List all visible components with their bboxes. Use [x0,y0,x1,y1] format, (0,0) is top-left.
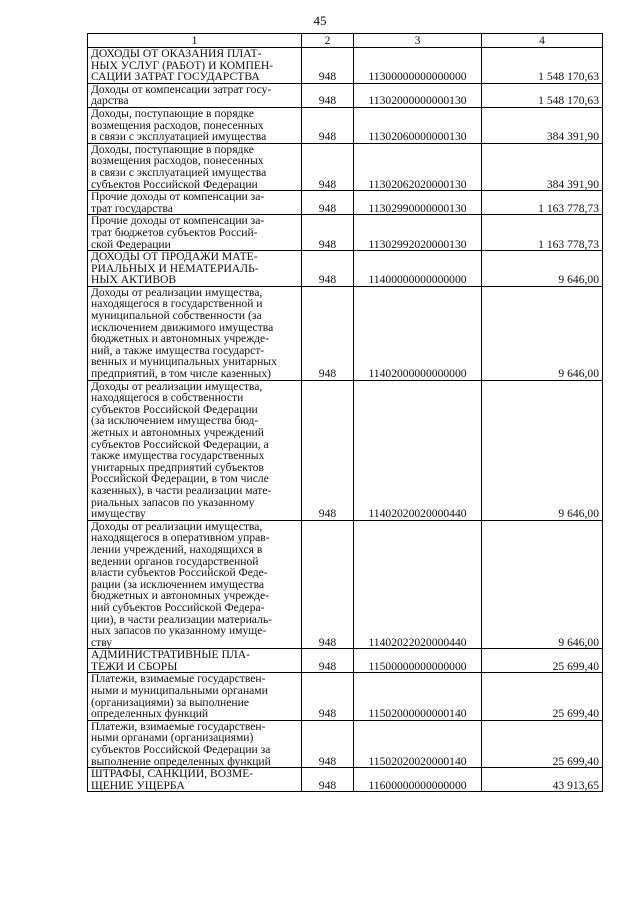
row-amount-cell: 1 548 170,63 [482,83,603,107]
table-row [88,673,603,720]
row-budget-code-cell: 11402000000000000 [354,286,482,380]
table-row [88,720,603,767]
row-amount-cell: 9 646,00 [482,520,603,649]
row-amount-cell: 384 391,90 [482,143,603,190]
row-amount-cell: 9 646,00 [482,286,603,380]
table-row [88,520,603,649]
row-budget-code-cell: 11302060000000130 [354,107,482,143]
row-name-cell: Доходы от реализации имущества, находящегося в оперативном управ- лении учреждений, находящихся в ведении органов государственной власти субъектов Российской Феде- рации (за исключением имущества бюджетных и автономных учрежде- ний субъектов Российской Федера- ции), в части реализации материаль- ных запасов по указанному имуще- ству [88,520,302,649]
row-name-cell: Прочие доходы от компенсации за- трат бюджетов субъектов Россий- ской Федерации [88,215,302,251]
row-amount-cell: 25 699,40 [482,649,603,673]
row-admin-code-cell: 948 [302,215,354,251]
row-name-cell: ДОХОДЫ ОТ ПРОДАЖИ МАТЕ- РИАЛЬНЫХ И НЕМАТЕРИАЛЬ- НЫХ АКТИВОВ [88,251,302,287]
row-name-cell: Доходы от компенсации затрат госу- дарства [88,83,302,107]
row-name-cell: Платежи, взимаемые государствен- ными органами (организациями) субъектов Российской Федерации за выполнение определенных функций [88,720,302,767]
row-admin-code-cell: 948 [302,143,354,190]
row-amount-cell: 384 391,90 [482,107,603,143]
row-budget-code-cell: 11600000000000000 [354,768,482,792]
row-admin-code-cell: 948 [302,720,354,767]
row-name-cell: Доходы от реализации имущества, находящегося в государственной и муниципальной собственности (за исключением движимого имущества бюджетных и автономных учрежде- ний, а также имущества государст- венных и муниципальных унитарных предприятий, в том числе казенных) [88,286,302,380]
table-row [88,107,603,143]
page-number: 45 [313,13,327,28]
row-budget-code-cell: 11302990000000130 [354,191,482,215]
row-budget-code-cell: 11302992020000130 [354,215,482,251]
row-admin-code-cell: 948 [302,520,354,649]
table-row [88,768,603,792]
table-row [88,251,603,287]
header-col-4: 4 [482,34,603,48]
row-amount-cell: 1 163 778,73 [482,215,603,251]
row-budget-code-cell: 11502000000000140 [354,673,482,720]
row-admin-code-cell: 948 [302,768,354,792]
table-row [88,83,603,107]
row-name-cell: Доходы, поступающие в порядке возмещения расходов, понесенных в связи с эксплуатацией имущества [88,107,302,143]
row-admin-code-cell: 948 [302,649,354,673]
row-amount-cell: 43 913,65 [482,768,603,792]
row-budget-code-cell: 11300000000000000 [354,48,482,84]
table-row [88,649,603,673]
row-name-cell: Доходы от реализации имущества, находящегося в собственности субъектов Российской Федерации (за исключением имущества бюд- жетных и автономных учреждений субъектов Российской Федерации, а также имущества государственных унитарных предприятий субъектов Российской Федерации, в том числе казенных), в части реализации мате- риальных запасов по указанному имуществу [88,380,302,520]
row-admin-code-cell: 948 [302,286,354,380]
row-name-cell: Платежи, взимаемые государствен- ными и муниципальными органами (организациями) за выполнение определенных функций [88,673,302,720]
row-name-cell: ШТРАФЫ, САНКЦИИ, ВОЗМЕ- ЩЕНИЕ УЩЕРБА [88,768,302,792]
row-budget-code-cell: 11400000000000000 [354,251,482,287]
row-budget-code-cell: 11302062020000130 [354,143,482,190]
table-body [88,48,603,792]
row-name-cell: ДОХОДЫ ОТ ОКАЗАНИЯ ПЛАТ- НЫХ УСЛУГ (РАБОТ) И КОМПЕН- САЦИИ ЗАТРАТ ГОСУДАРСТВА [88,48,302,84]
row-admin-code-cell: 948 [302,251,354,287]
row-amount-cell: 9 646,00 [482,251,603,287]
row-budget-code-cell: 11402022020000440 [354,520,482,649]
row-admin-code-cell: 948 [302,380,354,520]
row-admin-code-cell: 948 [302,673,354,720]
row-budget-code-cell: 11500000000000000 [354,649,482,673]
row-name-cell: Доходы, поступающие в порядке возмещения расходов, понесенных в связи с эксплуатацией имущества субъектов Российской Федерации [88,143,302,190]
row-name-cell: Прочие доходы от компенсации за- трат государства [88,191,302,215]
table-row [88,380,603,520]
table-row [88,143,603,190]
row-admin-code-cell: 948 [302,83,354,107]
row-admin-code-cell: 948 [302,48,354,84]
row-amount-cell: 1 163 778,73 [482,191,603,215]
table-row [88,191,603,215]
row-admin-code-cell: 948 [302,107,354,143]
row-admin-code-cell: 948 [302,191,354,215]
row-name-cell: АДМИНИСТРАТИВНЫЕ ПЛА- ТЕЖИ И СБОРЫ [88,649,302,673]
row-amount-cell: 25 699,40 [482,720,603,767]
header-row [88,34,603,48]
row-amount-cell: 9 646,00 [482,380,603,520]
row-budget-code-cell: 11402020020000440 [354,380,482,520]
row-budget-code-cell: 11302000000000130 [354,83,482,107]
header-col-1: 1 [88,34,302,48]
table-row [88,215,603,251]
revenue-table [87,33,603,792]
row-amount-cell: 25 699,40 [482,673,603,720]
row-amount-cell: 1 548 170,63 [482,48,603,84]
row-budget-code-cell: 11502020020000140 [354,720,482,767]
header-col-3: 3 [354,34,482,48]
table-row [88,286,603,380]
header-col-2: 2 [302,34,354,48]
table-row [88,48,603,84]
